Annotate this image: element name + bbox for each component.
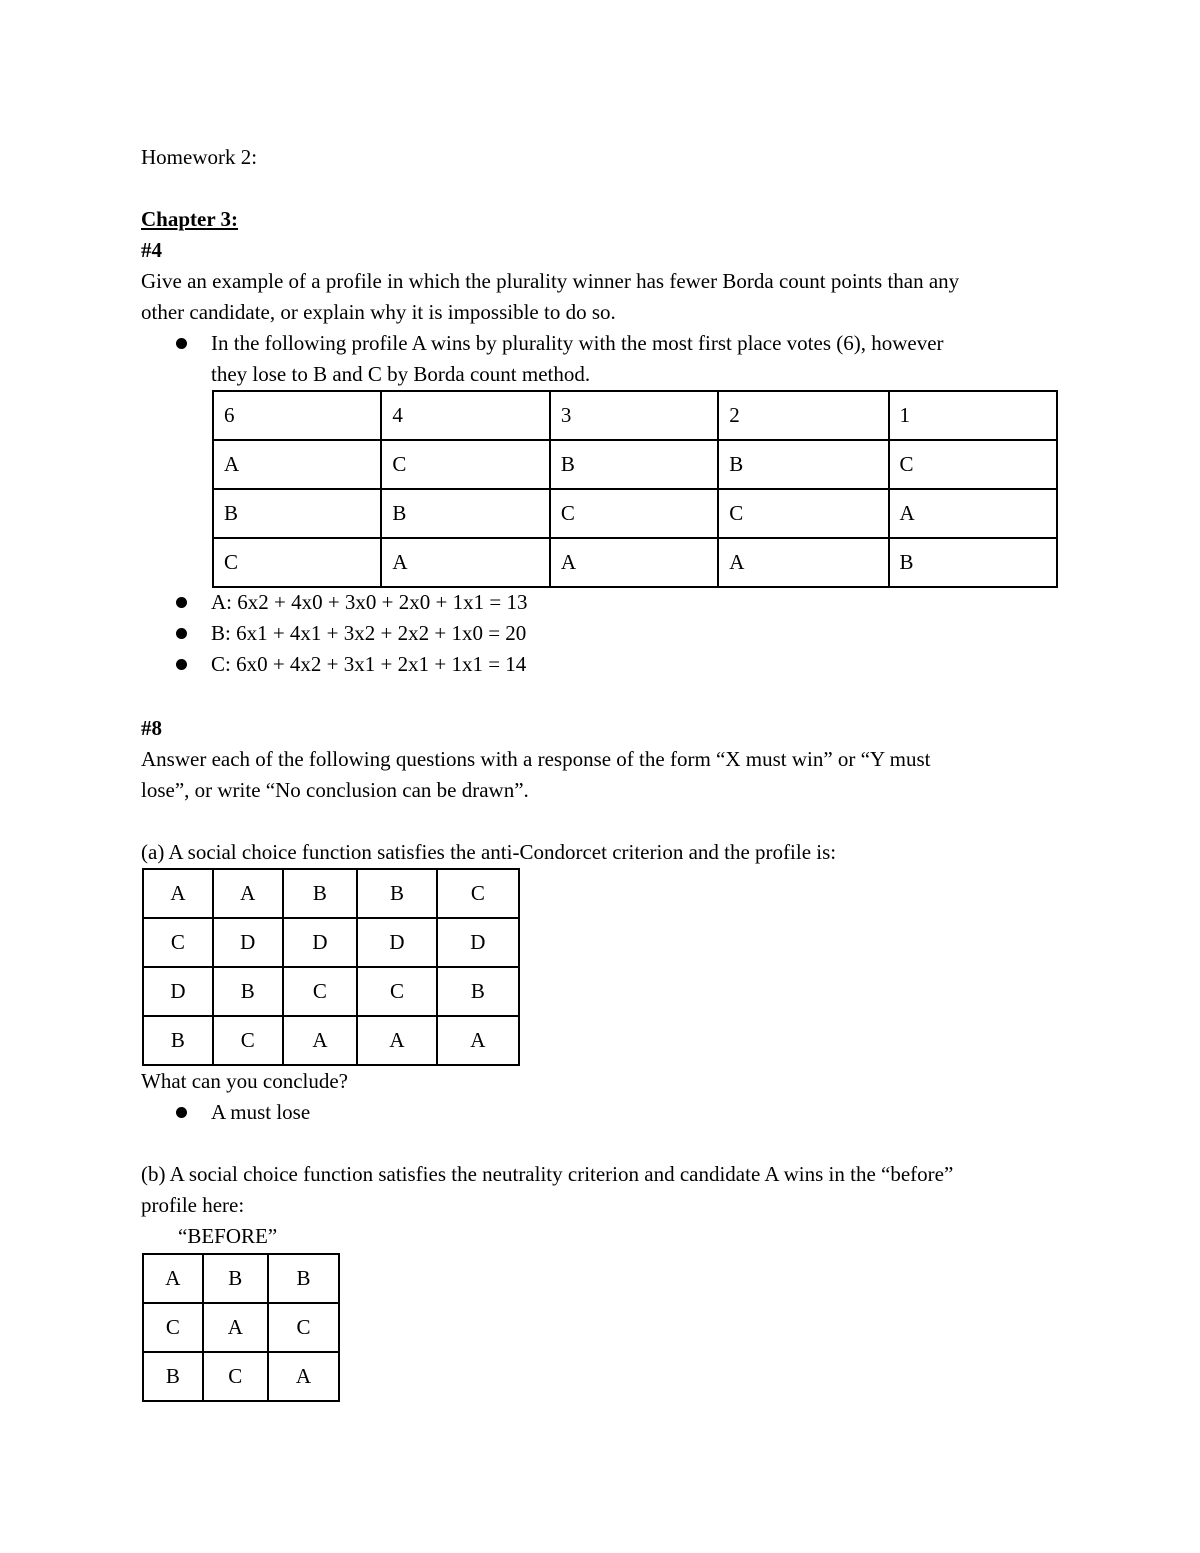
bullet-icon	[176, 597, 187, 608]
table-cell: B	[381, 489, 549, 538]
table-cell: B	[550, 440, 718, 489]
table-cell: C	[357, 967, 436, 1016]
page-title: Homework 2:	[141, 145, 258, 169]
table-cell: C	[381, 440, 549, 489]
table-cell: B	[357, 869, 436, 918]
table-cell: D	[437, 918, 519, 967]
table-row	[143, 1352, 339, 1401]
table-cell: B	[143, 1016, 213, 1065]
part-a-prompt: (a) A social choice function satisfies the anti-Condorcet criterion and the profile is:	[141, 840, 837, 864]
table-cell: B	[143, 1352, 203, 1401]
table-cell: C	[213, 1016, 283, 1065]
question-4-answer-line1: In the following profile A wins by plurality with the most first place votes (6), however	[211, 331, 944, 355]
table-cell: C	[550, 489, 718, 538]
table-cell: 1	[889, 391, 1057, 440]
table-row	[143, 869, 519, 918]
question-4-prompt-line2: other candidate, or explain why it is impossible to do so.	[141, 300, 616, 324]
table-cell: A	[889, 489, 1057, 538]
question-4-answer-line2: they lose to B and C by Borda count method.	[211, 362, 591, 386]
table-cell: C	[143, 1303, 203, 1352]
score-c: C: 6x0 + 4x2 + 3x1 + 2x1 + 1x1 = 14	[211, 652, 527, 676]
part-b-prompt-line2: profile here:	[141, 1193, 245, 1217]
table-cell: 3	[550, 391, 718, 440]
table-row	[213, 391, 1057, 440]
table-cell: 6	[213, 391, 381, 440]
table-cell: C	[213, 538, 381, 587]
table-cell: 4	[381, 391, 549, 440]
table-cell: C	[143, 918, 213, 967]
table-cell: A	[268, 1352, 339, 1401]
table-cell: C	[437, 869, 519, 918]
table-row	[143, 967, 519, 1016]
table-cell: A	[143, 869, 213, 918]
borda-profile-table	[212, 390, 1058, 588]
table-cell: A	[213, 869, 283, 918]
anti-condorcet-profile-table	[142, 868, 520, 1066]
bullet-icon	[176, 1107, 187, 1118]
part-a-question: What can you conclude?	[141, 1069, 348, 1093]
table-cell: C	[203, 1352, 268, 1401]
before-caption: “BEFORE”	[178, 1224, 278, 1248]
table-cell: C	[889, 440, 1057, 489]
table-cell: B	[213, 489, 381, 538]
score-a: A: 6x2 + 4x0 + 3x0 + 2x0 + 1x1 = 13	[211, 590, 528, 614]
chapter-heading: Chapter 3:	[141, 207, 239, 231]
table-cell: C	[718, 489, 888, 538]
table-cell: A	[381, 538, 549, 587]
question-4-label: #4	[141, 238, 162, 262]
table-cell: B	[889, 538, 1057, 587]
before-profile-table	[142, 1253, 340, 1402]
table-cell: A	[718, 538, 888, 587]
table-cell: D	[283, 918, 358, 967]
table-cell: B	[283, 869, 358, 918]
table-cell: A	[203, 1303, 268, 1352]
table-row	[143, 1254, 339, 1303]
part-a-answer: A must lose	[211, 1100, 311, 1124]
bullet-icon	[176, 338, 187, 349]
table-cell: 2	[718, 391, 888, 440]
table-cell: A	[437, 1016, 519, 1065]
table-cell: D	[357, 918, 436, 967]
table-cell: B	[718, 440, 888, 489]
table-cell: C	[283, 967, 358, 1016]
table-cell: A	[357, 1016, 436, 1065]
table-cell: B	[268, 1254, 339, 1303]
table-row	[143, 1016, 519, 1065]
question-8-prompt-line2: lose”, or write “No conclusion can be drawn”.	[141, 778, 529, 802]
part-b-prompt-line1: (b) A social choice function satisfies the neutrality criterion and candidate A wins in the “before”	[141, 1162, 954, 1186]
bullet-icon	[176, 659, 187, 670]
table-row	[143, 1303, 339, 1352]
bullet-icon	[176, 628, 187, 639]
table-cell: B	[203, 1254, 268, 1303]
table-row	[213, 489, 1057, 538]
table-row	[213, 440, 1057, 489]
table-cell: B	[437, 967, 519, 1016]
table-cell: C	[268, 1303, 339, 1352]
table-cell: A	[143, 1254, 203, 1303]
question-4-prompt-line1: Give an example of a profile in which the plurality winner has fewer Borda count points than any	[141, 269, 960, 293]
table-cell: A	[213, 440, 381, 489]
question-8-label: #8	[141, 716, 162, 740]
table-cell: A	[283, 1016, 358, 1065]
table-row	[143, 918, 519, 967]
question-8-prompt-line1: Answer each of the following questions with a response of the form “X must win” or “Y must	[141, 747, 931, 771]
table-cell: D	[213, 918, 283, 967]
table-cell: B	[213, 967, 283, 1016]
table-row	[213, 538, 1057, 587]
table-cell: D	[143, 967, 213, 1016]
score-b: B: 6x1 + 4x1 + 3x2 + 2x2 + 1x0 = 20	[211, 621, 527, 645]
table-cell: A	[550, 538, 718, 587]
